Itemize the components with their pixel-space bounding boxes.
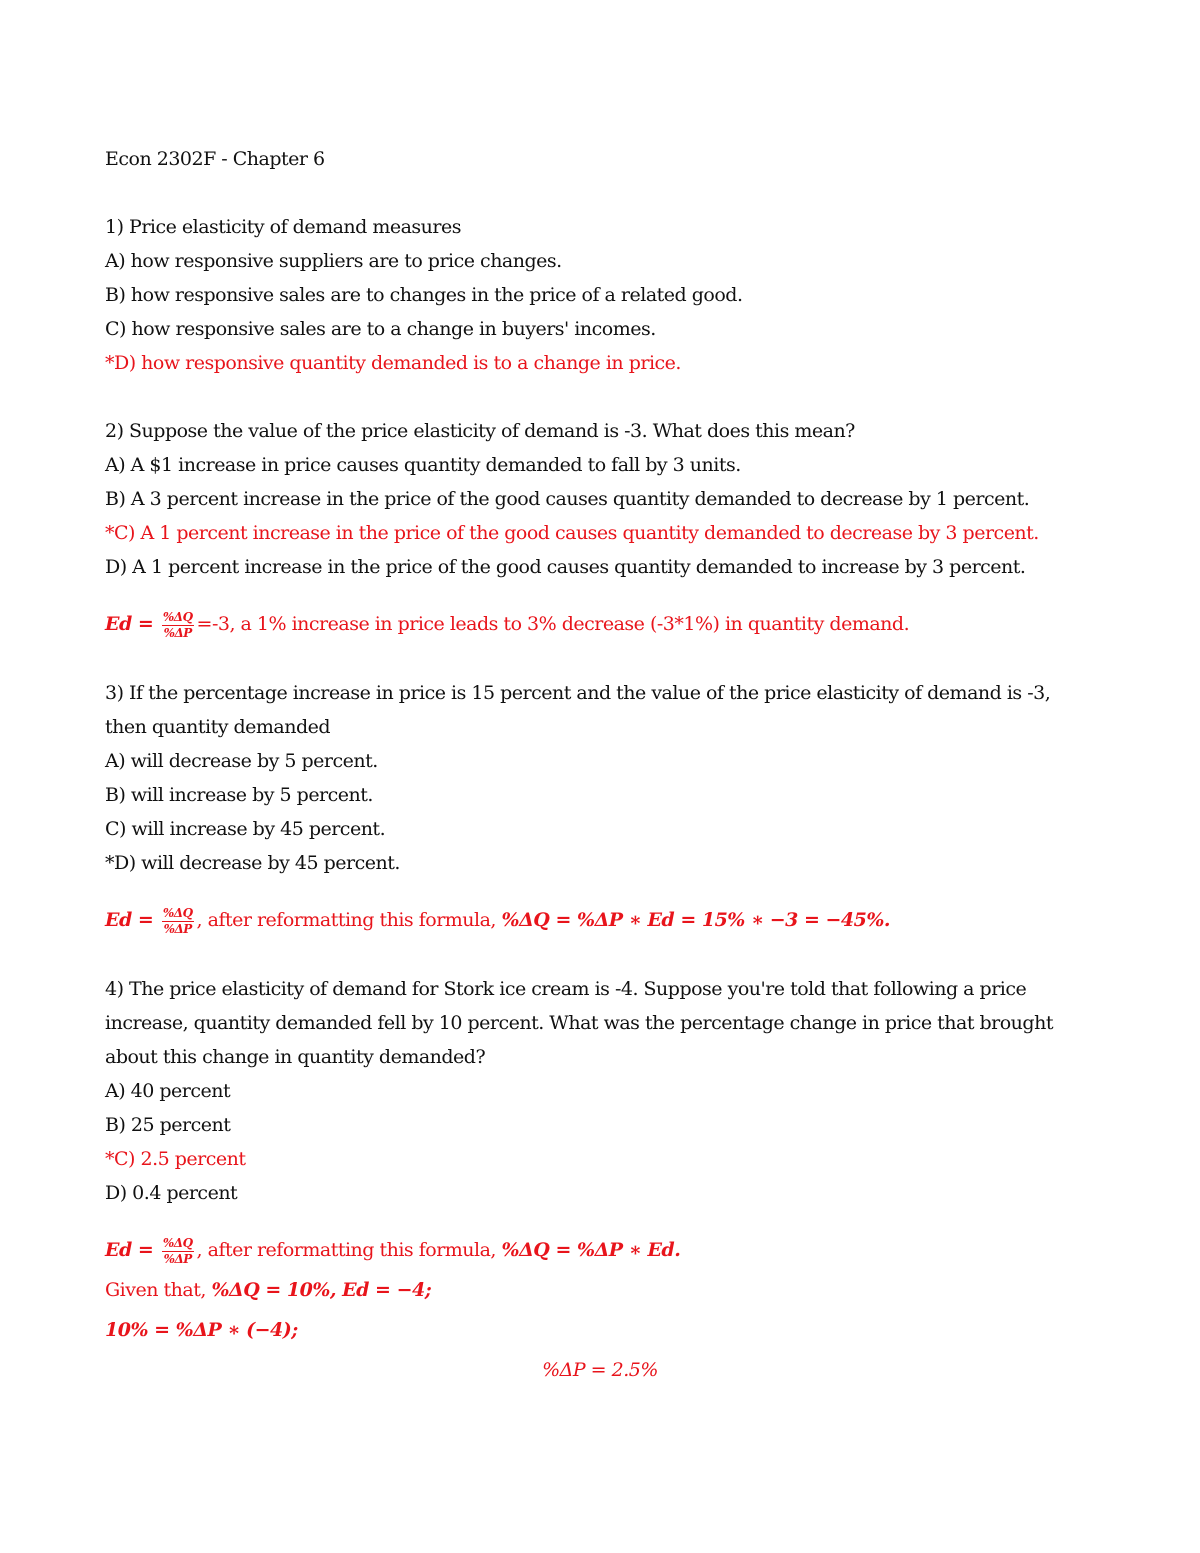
document-title: Econ 2302F - Chapter 6 bbox=[105, 148, 325, 170]
option-c-correct: *C) 2.5 percent bbox=[105, 1148, 246, 1170]
option-a: A) A $1 increase in price causes quantity demanded to fall by 3 units. bbox=[105, 454, 741, 476]
question-4 bbox=[105, 972, 1095, 1390]
option-a: A) 40 percent bbox=[105, 1080, 231, 1102]
explanation-text: , after reformatting this formula, bbox=[196, 909, 502, 931]
option-a: A) will decrease by 5 percent. bbox=[105, 750, 378, 772]
formula-fraction: $\frac{\%\Delta Q}{\%\Delta P}$ bbox=[162, 905, 193, 936]
step-equation: 10% = %ΔP ∗ (−4); bbox=[105, 1319, 298, 1341]
formula-fraction: $\frac{\%\Delta Q}{\%\Delta P}$ bbox=[162, 1235, 193, 1266]
given-equation: %ΔQ = 10%, Ed = −4; bbox=[211, 1279, 432, 1301]
document-body bbox=[105, 142, 1095, 1390]
option-c-correct: *C) A 1 percent increase in the price of the good causes quantity demanded to decrease by 3 percent. bbox=[105, 522, 1039, 544]
option-a: A) how responsive suppliers are to price changes. bbox=[105, 250, 562, 272]
question-3 bbox=[105, 676, 1095, 940]
given-line bbox=[105, 1270, 1095, 1310]
result-equation: %ΔP = 2.5% bbox=[542, 1359, 658, 1381]
explanation-text: , after reformatting this formula, bbox=[196, 1239, 502, 1261]
question-2 bbox=[105, 414, 1095, 644]
question-stem: 3) If the percentage increase in price is 15 percent and the value of the price elasticity of demand is -3, then quantity demanded bbox=[105, 682, 1051, 738]
given-text: Given that, bbox=[105, 1279, 212, 1301]
explanation-text: =-3, a 1% increase in price leads to 3% decrease (-3*1%) in quantity demand. bbox=[196, 613, 910, 635]
formula-equation: %ΔQ = %ΔP ∗ Ed = 15% ∗ −3 = −45%. bbox=[501, 909, 891, 931]
formula-lhs: Ed = bbox=[105, 1239, 154, 1261]
option-b: B) will increase by 5 percent. bbox=[105, 784, 373, 806]
option-b: B) how responsive sales are to changes in the price of a related good. bbox=[105, 284, 743, 306]
option-d-correct: *D) how responsive quantity demanded is to a change in price. bbox=[105, 352, 681, 374]
option-b: B) A 3 percent increase in the price of the good causes quantity demanded to decrease by 1 percent. bbox=[105, 488, 1030, 510]
option-b: B) 25 percent bbox=[105, 1114, 231, 1136]
formula-fraction: $\frac{\%\Delta Q}{\%\Delta P}$ bbox=[162, 609, 193, 640]
question-1 bbox=[105, 210, 1095, 380]
option-c: C) will increase by 45 percent. bbox=[105, 818, 386, 840]
question-stem: 1) Price elasticity of demand measures bbox=[105, 216, 461, 238]
option-d: D) 0.4 percent bbox=[105, 1182, 238, 1204]
explanation bbox=[105, 604, 1095, 644]
formula-lhs: Ed = bbox=[105, 613, 154, 635]
option-c: C) how responsive sales are to a change in buyers' incomes. bbox=[105, 318, 656, 340]
step-line bbox=[105, 1310, 1095, 1350]
result-line bbox=[105, 1350, 1095, 1390]
option-d: D) A 1 percent increase in the price of the good causes quantity demanded to increase by 3 percent. bbox=[105, 556, 1026, 578]
formula-equation: %ΔQ = %ΔP ∗ Ed. bbox=[501, 1239, 681, 1261]
explanation bbox=[105, 1230, 1095, 1270]
formula-lhs: Ed = bbox=[105, 909, 154, 931]
explanation bbox=[105, 900, 1095, 940]
question-stem: 4) The price elasticity of demand for Stork ice cream is -4. Suppose you're told that following a price increase, quantity demanded fell by 10 percent. What was the percentage change in price that brought about this change in quantity demanded? bbox=[105, 978, 1053, 1068]
option-d-correct: *D) will decrease by 45 percent. bbox=[105, 852, 400, 874]
question-stem: 2) Suppose the value of the price elasticity of demand is -3. What does this mean? bbox=[105, 420, 855, 442]
